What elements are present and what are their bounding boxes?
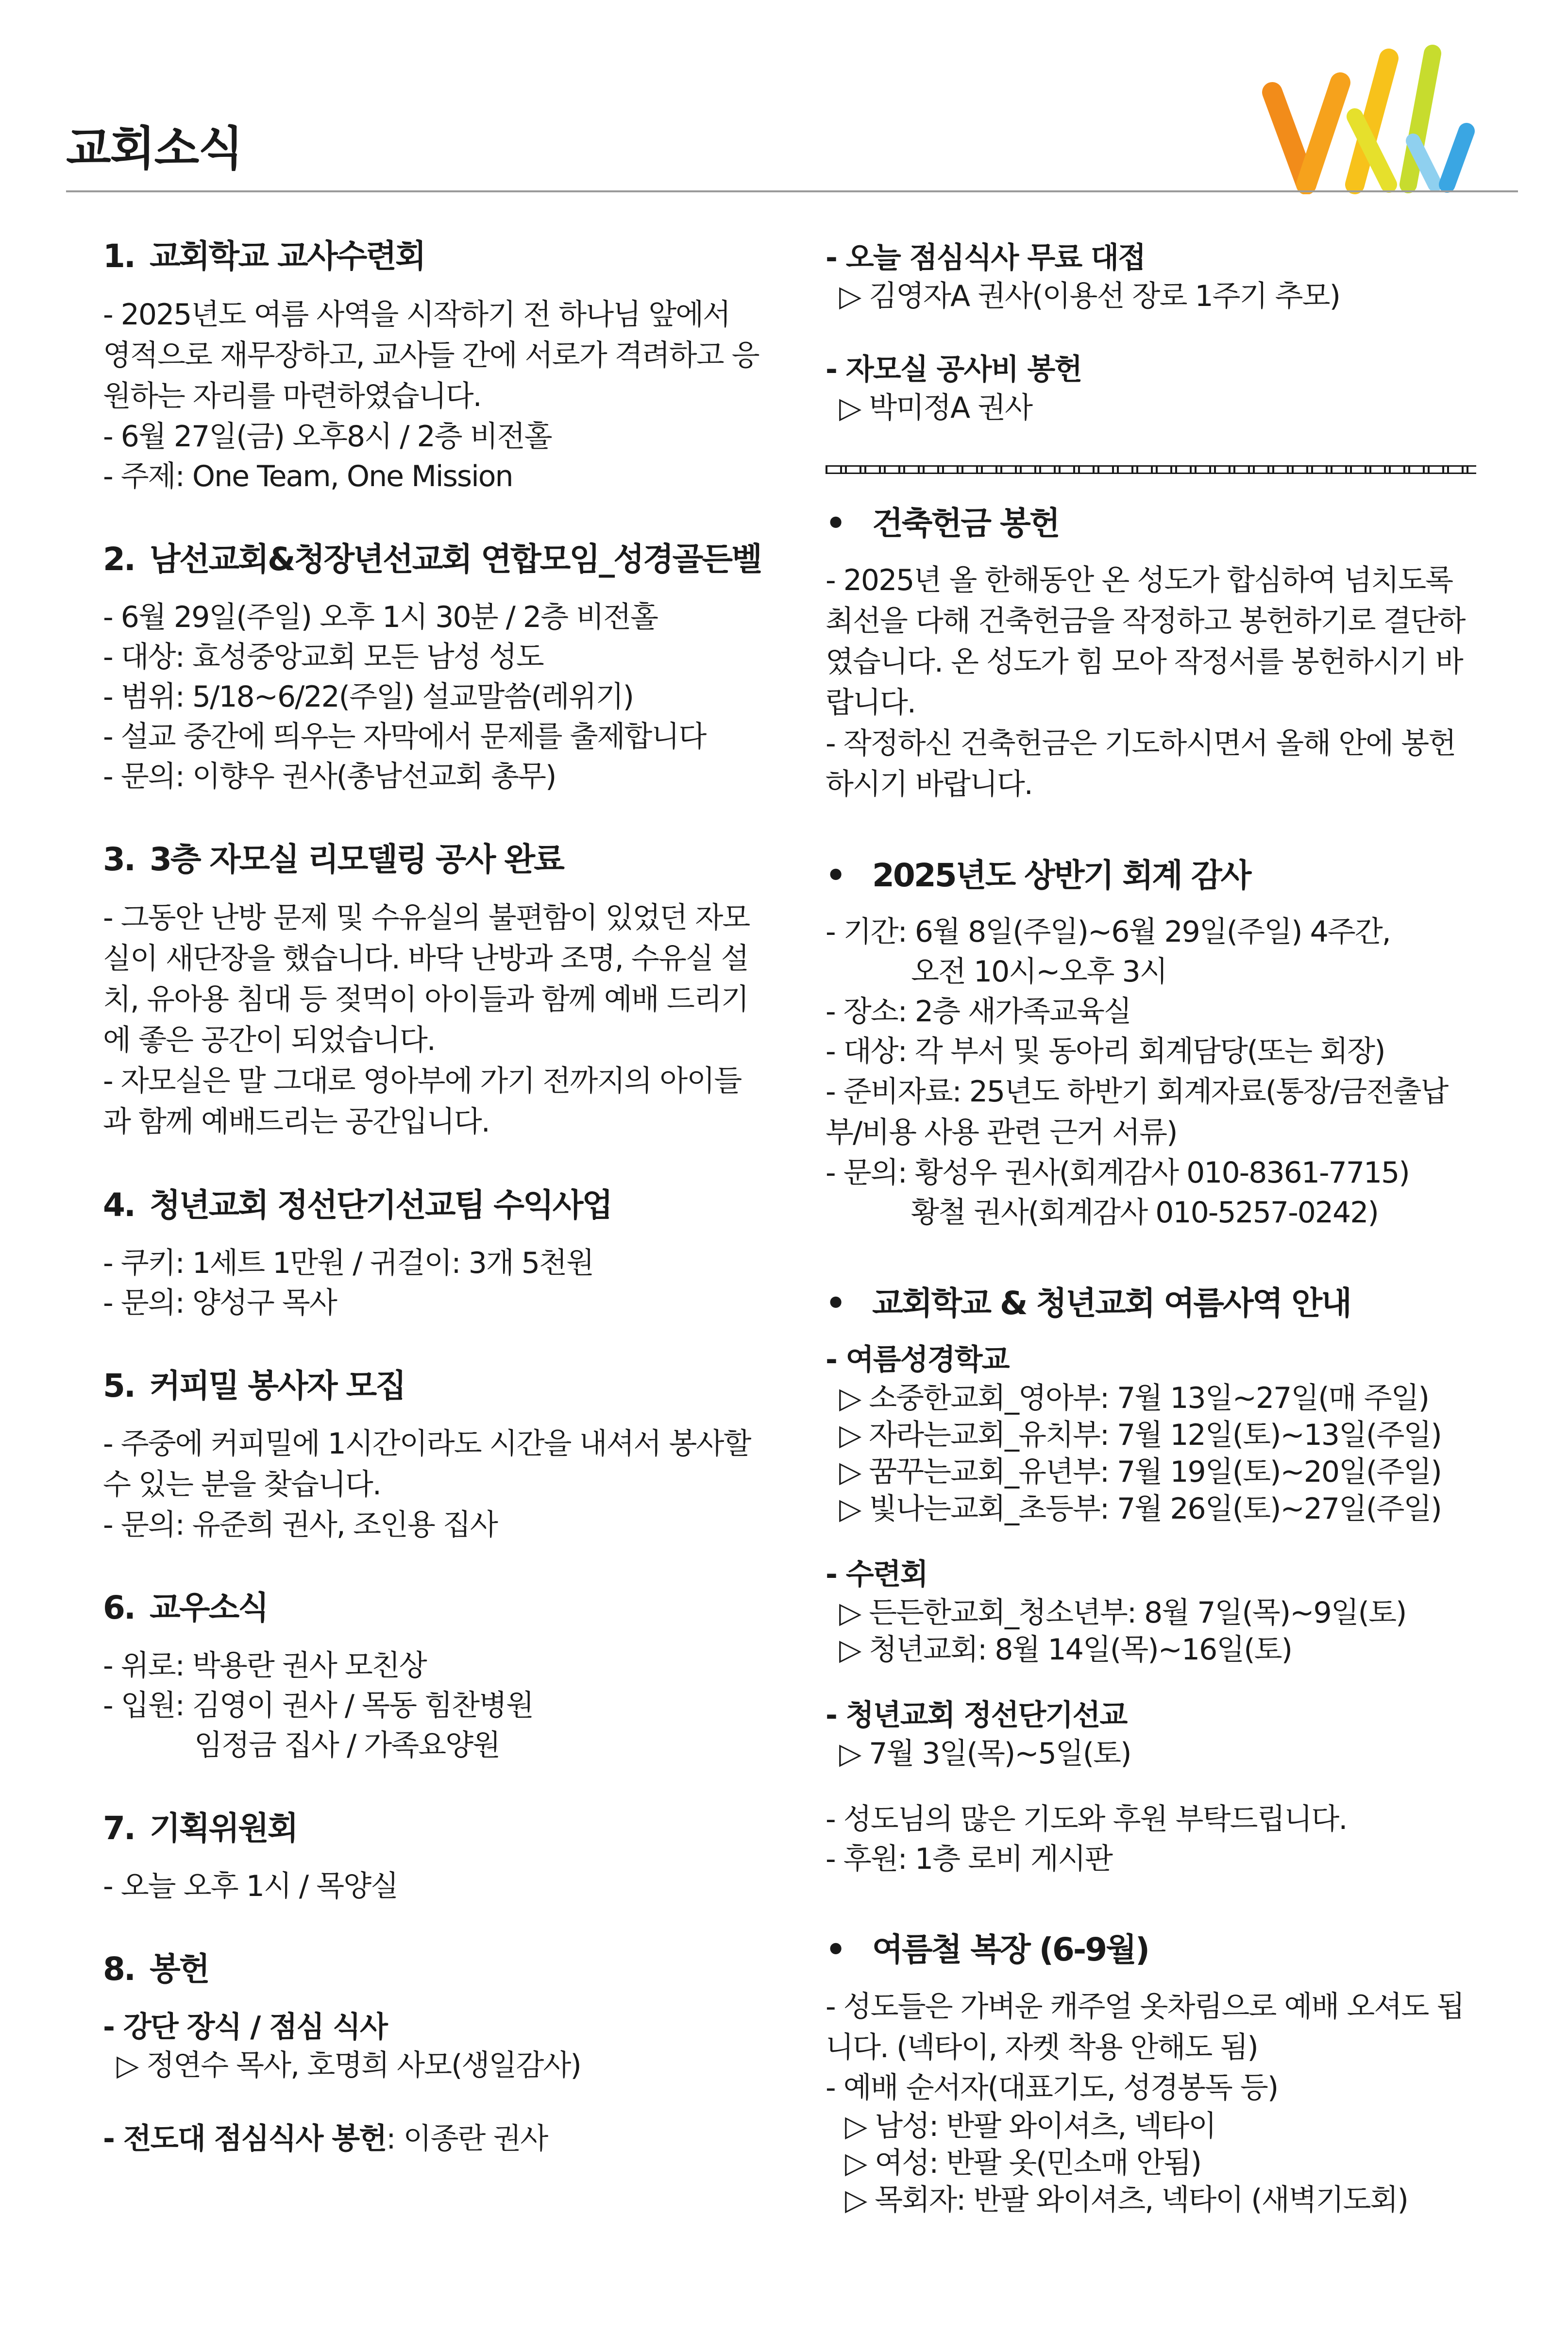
right-column: [826, 238, 1476, 2263]
section-title: • 건축헌금 봉헌: [826, 505, 1059, 542]
section-summer-ministry: [826, 1277, 1476, 1879]
section-line: - 문의: 양성구 목사: [103, 1286, 337, 1320]
logo-stroke: [1447, 131, 1467, 185]
section-line: - 쿠키: 1세트 1만원 / 귀걸이: 3개 5천원: [103, 1246, 594, 1280]
section-line: - 6월 27일(금) 오후8시 / 2층 비전홀: [103, 419, 552, 454]
section-paragraph: - 준비자료: 25년도 하반기 회계자료(통장/금전출납부/비용 사용 관련 근거 서류): [826, 1075, 1448, 1150]
section-line: 임정금 집사 / 가족요양원: [194, 1728, 500, 1763]
section-paragraph: - 2025년도 여름 사역을 시작하기 전 하나님 앞에서 영적으로 재무장하고, 교사들 간에 서로가 격려하고 응원하는 자리를 마련하였습니다.: [103, 297, 759, 413]
section-title: 5. 커피밀 봉사자 모집: [103, 1367, 405, 1404]
subheading: - 여름성경학교: [826, 1343, 1009, 1377]
section-line: - 위로: 박용란 권사 모친상: [103, 1649, 426, 1683]
section-title: 8. 봉헌: [103, 1950, 209, 1988]
section-title: 3. 3층 자모실 리모델링 공사 완료: [103, 840, 563, 878]
arrow-item: ▷ 꿈꾸는교회_유년부: 7월 19일(토)~20일(주일): [839, 1455, 1441, 1489]
arrow-item: ▷ 소중한교회_영아부: 7월 13일~27일(매 주일): [839, 1381, 1429, 1415]
arrow-item: ▷ 자라는교회_유치부: 7월 12일(토)~13일(주일): [839, 1418, 1441, 1452]
arrow-item: ▷ 든든한교회_청소년부: 8월 7일(목)~9일(토): [839, 1596, 1406, 1630]
arrow-item: ▷ 7월 3일(목)~5일(토): [839, 1737, 1131, 1771]
section-title: 1. 교회학교 교사수련회: [103, 237, 425, 275]
section-line: - 예배 순서자(대표기도, 성경봉독 등): [826, 2071, 1278, 2105]
section-line: - 범위: 5/18~6/22(주일) 설교말씀(레위기): [103, 679, 634, 714]
free-lunch-notice: [826, 238, 1476, 315]
section-planning-committee: [103, 1810, 763, 1906]
section-title: 7. 기획위원회: [103, 1810, 297, 1847]
section-title: • 2025년도 상반기 회계 감사: [826, 857, 1250, 894]
arrow-item: ▷ 청년교회: 8월 14일(목)~16일(토): [839, 1633, 1292, 1667]
section-title: • 여름철 복장 (6-9월): [826, 1931, 1149, 1968]
section-line: - 설교 중간에 띄우는 자막에서 문제를 출제합니다: [103, 719, 706, 754]
church-logo: [1243, 39, 1496, 194]
left-column: [103, 238, 763, 2203]
section-line: - 전도대 점심식사 봉헌: 이종란 권사: [103, 2122, 548, 2156]
section-summer-dress: [826, 1924, 1476, 2218]
section-paragraph: - 2025년 올 한해동안 온 성도가 합심하여 넘치도록 최선을 다해 건축헌금을 작정하고 봉헌하기로 결단하였습니다. 온 성도가 힘 모아 작정서를 봉헌하시기 바랍니다.: [826, 563, 1465, 720]
section-bible-golden-bell: [103, 541, 763, 796]
section-line: - 문의: 황성우 권사(회계감사 010-8361-7715): [826, 1156, 1409, 1190]
arrow-item: ▷ 빛나는교회_초등부: 7월 26일(토)~27일(주일): [839, 1492, 1441, 1526]
section-line: - 오늘 오후 1시 / 목양실: [103, 1869, 398, 1904]
section-paragraph: - 자모실은 말 그대로 영아부에 가기 전까지의 아이들과 함께 예배드리는 공간입니다.: [103, 1064, 742, 1139]
section-line: 오전 10시~오후 3시: [911, 955, 1167, 989]
section-nursery-remodeling: [103, 841, 763, 1142]
section-line: - 후원: 1층 로비 게시판: [826, 1842, 1113, 1876]
arrow-item: ▷ 목회자: 반팔 와이셔츠, 넥타이 (새벽기도회): [845, 2183, 1408, 2217]
section-title: • 교회학교 & 청년교회 여름사역 안내: [826, 1285, 1351, 1322]
arrow-item: ▷ 정연수 목사, 호명희 사모(생일감사): [117, 2048, 581, 2083]
section-line: - 입원: 김영이 권사 / 목동 힘찬병원: [103, 1689, 533, 1723]
section-audit: [826, 849, 1476, 1233]
logo-stroke: [1306, 83, 1340, 185]
nursery-cost-offering: [826, 350, 1476, 426]
section-line: - 대상: 효성중앙교회 모든 남성 성도: [103, 640, 543, 674]
arrow-item: ▷ 김영자A 권사(이용선 장로 1주기 추모): [839, 279, 1340, 313]
section-line: - 대상: 각 부서 및 동아리 회계담당(또는 회장): [826, 1034, 1385, 1068]
subheading: - 청년교회 정선단기선교: [826, 1698, 1127, 1732]
section-line: - 장소: 2층 새가족교육실: [826, 995, 1131, 1029]
header-divider: [66, 190, 1518, 192]
dashed-divider: [826, 465, 1476, 474]
arrow-item: ▷ 남성: 반팔 와이셔츠, 넥타이: [845, 2109, 1216, 2143]
section-paragraph: - 그동안 난방 문제 및 수유실의 불편함이 있었던 자모실이 새단장을 했습니다. 바닥 난방과 조명, 수유실 설치, 유아용 침대 등 젖먹이 아이들과 함께 예배 드리기에 좋은 공간이 되었습니다.: [103, 900, 750, 1057]
arrow-item: ▷ 여성: 반팔 옷(민소매 안됨): [845, 2146, 1201, 2180]
page-title: 교회소식: [66, 121, 242, 176]
section-member-news: [103, 1590, 763, 1765]
section-title: 2. 남선교회&청장년선교회 연합모임_성경골든벨: [103, 540, 761, 578]
subheading: - 강단 장식 / 점심 식사: [103, 2010, 387, 2045]
section-building-fund: [826, 497, 1476, 805]
section-teacher-retreat: [103, 238, 763, 496]
section-line: - 기간: 6월 8일(주일)~6월 29일(주일) 4주간,: [826, 915, 1390, 949]
arrow-item: ▷ 박미정A 권사: [839, 391, 1032, 425]
section-line: 황철 권사(회계감사 010-5257-0242): [911, 1196, 1378, 1230]
section-line: - 6월 29일(주일) 오후 1시 30분 / 2층 비전홀: [103, 600, 658, 634]
section-title: 6. 교우소식: [103, 1589, 268, 1627]
section-line: - 문의: 이향우 권사(총남선교회 총무): [103, 759, 556, 794]
section-paragraph: - 주중에 커피밀에 1시간이라도 시간을 내셔서 봉사할 수 있는 분을 찾습니다.: [103, 1427, 751, 1502]
section-line: - 주제: One Team, One Mission: [103, 459, 513, 493]
section-title: 4. 청년교회 정선단기선교팀 수익사업: [103, 1186, 612, 1224]
section-fundraising: [103, 1187, 763, 1323]
section-paragraph: - 작정하신 건축헌금은 기도하시면서 올해 안에 봉헌하시기 바랍니다.: [826, 727, 1456, 801]
section-volunteer-recruit: [103, 1368, 763, 1545]
section-line: - 문의: 유준희 권사, 조인용 집사: [103, 1508, 497, 1542]
section-paragraph: - 성도들은 가벼운 캐주얼 옷차림으로 예배 오셔도 됩니다. (넥타이, 자켓 착용 안해도 됨): [826, 1990, 1464, 2064]
section-line: - 성도님의 많은 기도와 후원 부탁드립니다.: [826, 1802, 1347, 1836]
subheading: - 자모실 공사비 봉헌: [826, 353, 1082, 387]
section-offering: [103, 1951, 763, 2159]
subheading: - 오늘 점심식사 무료 대접: [826, 241, 1146, 275]
subheading: - 수련회: [826, 1557, 927, 1591]
